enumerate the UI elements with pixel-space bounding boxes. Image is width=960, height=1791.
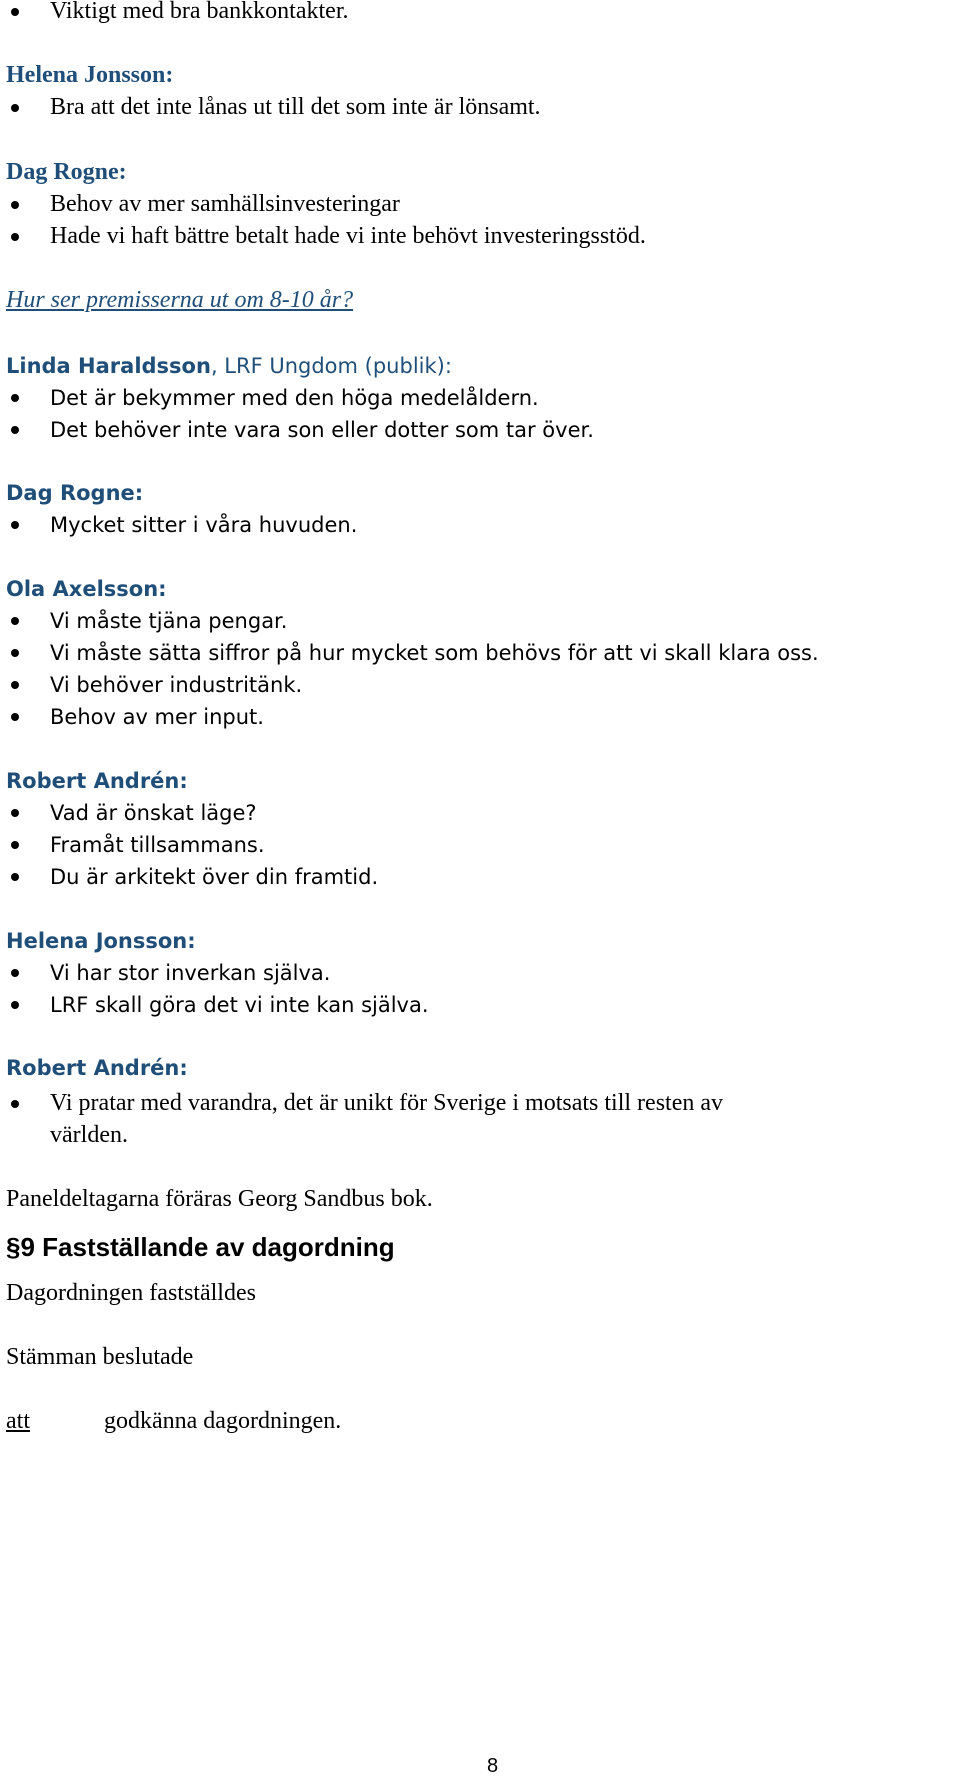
paragraph: Dagordningen fastställdes: [6, 1280, 256, 1306]
bullet-item: Vi behöver industritänk.: [50, 673, 303, 697]
bullet-item: Behov av mer input.: [50, 705, 264, 729]
bullet-item: Vi måste tjäna pengar.: [50, 609, 288, 633]
speaker-label: Helena Jonsson:: [6, 929, 196, 953]
bullet-item: LRF skall göra det vi inte kan själva.: [50, 993, 429, 1017]
paragraph: Paneldeltagarna föräras Georg Sandbus bok.: [6, 1186, 433, 1212]
bullet-continuation: världen.: [50, 1122, 128, 1148]
bullet-item: Det är bekymmer med den höga medelåldern.: [50, 386, 539, 410]
bullet-item: Behov av mer samhällsinvesteringar: [50, 191, 400, 217]
decision-text: godkänna dagordningen.: [104, 1408, 342, 1434]
speaker-label: Dag Rogne:: [6, 481, 144, 505]
speaker-label: Robert Andrén:: [6, 769, 188, 793]
section-heading: §9 Fastställande av dagordning: [6, 1232, 395, 1262]
bullet-item: Det behöver inte vara son eller dotter som tar över.: [50, 418, 594, 442]
bullet-item: Du är arkitekt över din framtid.: [50, 865, 379, 889]
bullet-item: Hade vi haft bättre betalt hade vi inte behövt investeringsstöd.: [50, 223, 646, 249]
page-number: 8: [487, 1755, 499, 1777]
speaker-label: Ola Axelsson:: [6, 577, 167, 601]
speaker-label: Helena Jonsson:: [6, 62, 174, 88]
bullet-item: Vad är önskat läge?: [50, 801, 257, 825]
bullet-item: Viktigt med bra bankkontakter.: [50, 0, 349, 24]
bullet-item: Bra att det inte lånas ut till det som inte är lönsamt.: [50, 94, 541, 120]
speaker-organisation: , LRF Ungdom (publik):: [210, 354, 452, 378]
speaker-label: Dag Rogne:: [6, 159, 127, 185]
speaker-label: Robert Andrén:: [6, 1056, 188, 1080]
bullet-item: Vi har stor inverkan själva.: [50, 961, 331, 985]
paragraph: Stämman beslutade: [6, 1344, 194, 1370]
speaker-label: [6, 354, 452, 378]
bullet-item: Mycket sitter i våra huvuden.: [50, 513, 358, 537]
att-label: att: [6, 1408, 30, 1434]
speaker-name: Linda Haraldsson: [6, 354, 211, 378]
bullet-item: Vi pratar med varandra, det är unikt för Sverige i motsats till resten av: [50, 1090, 724, 1116]
bullet-item: Framåt tillsammans.: [50, 833, 265, 857]
question-heading: Hur ser premisserna ut om 8-10 år?: [6, 287, 354, 313]
bullet-item: Vi måste sätta siffror på hur mycket som behövs för att vi skall klara oss.: [50, 641, 819, 665]
